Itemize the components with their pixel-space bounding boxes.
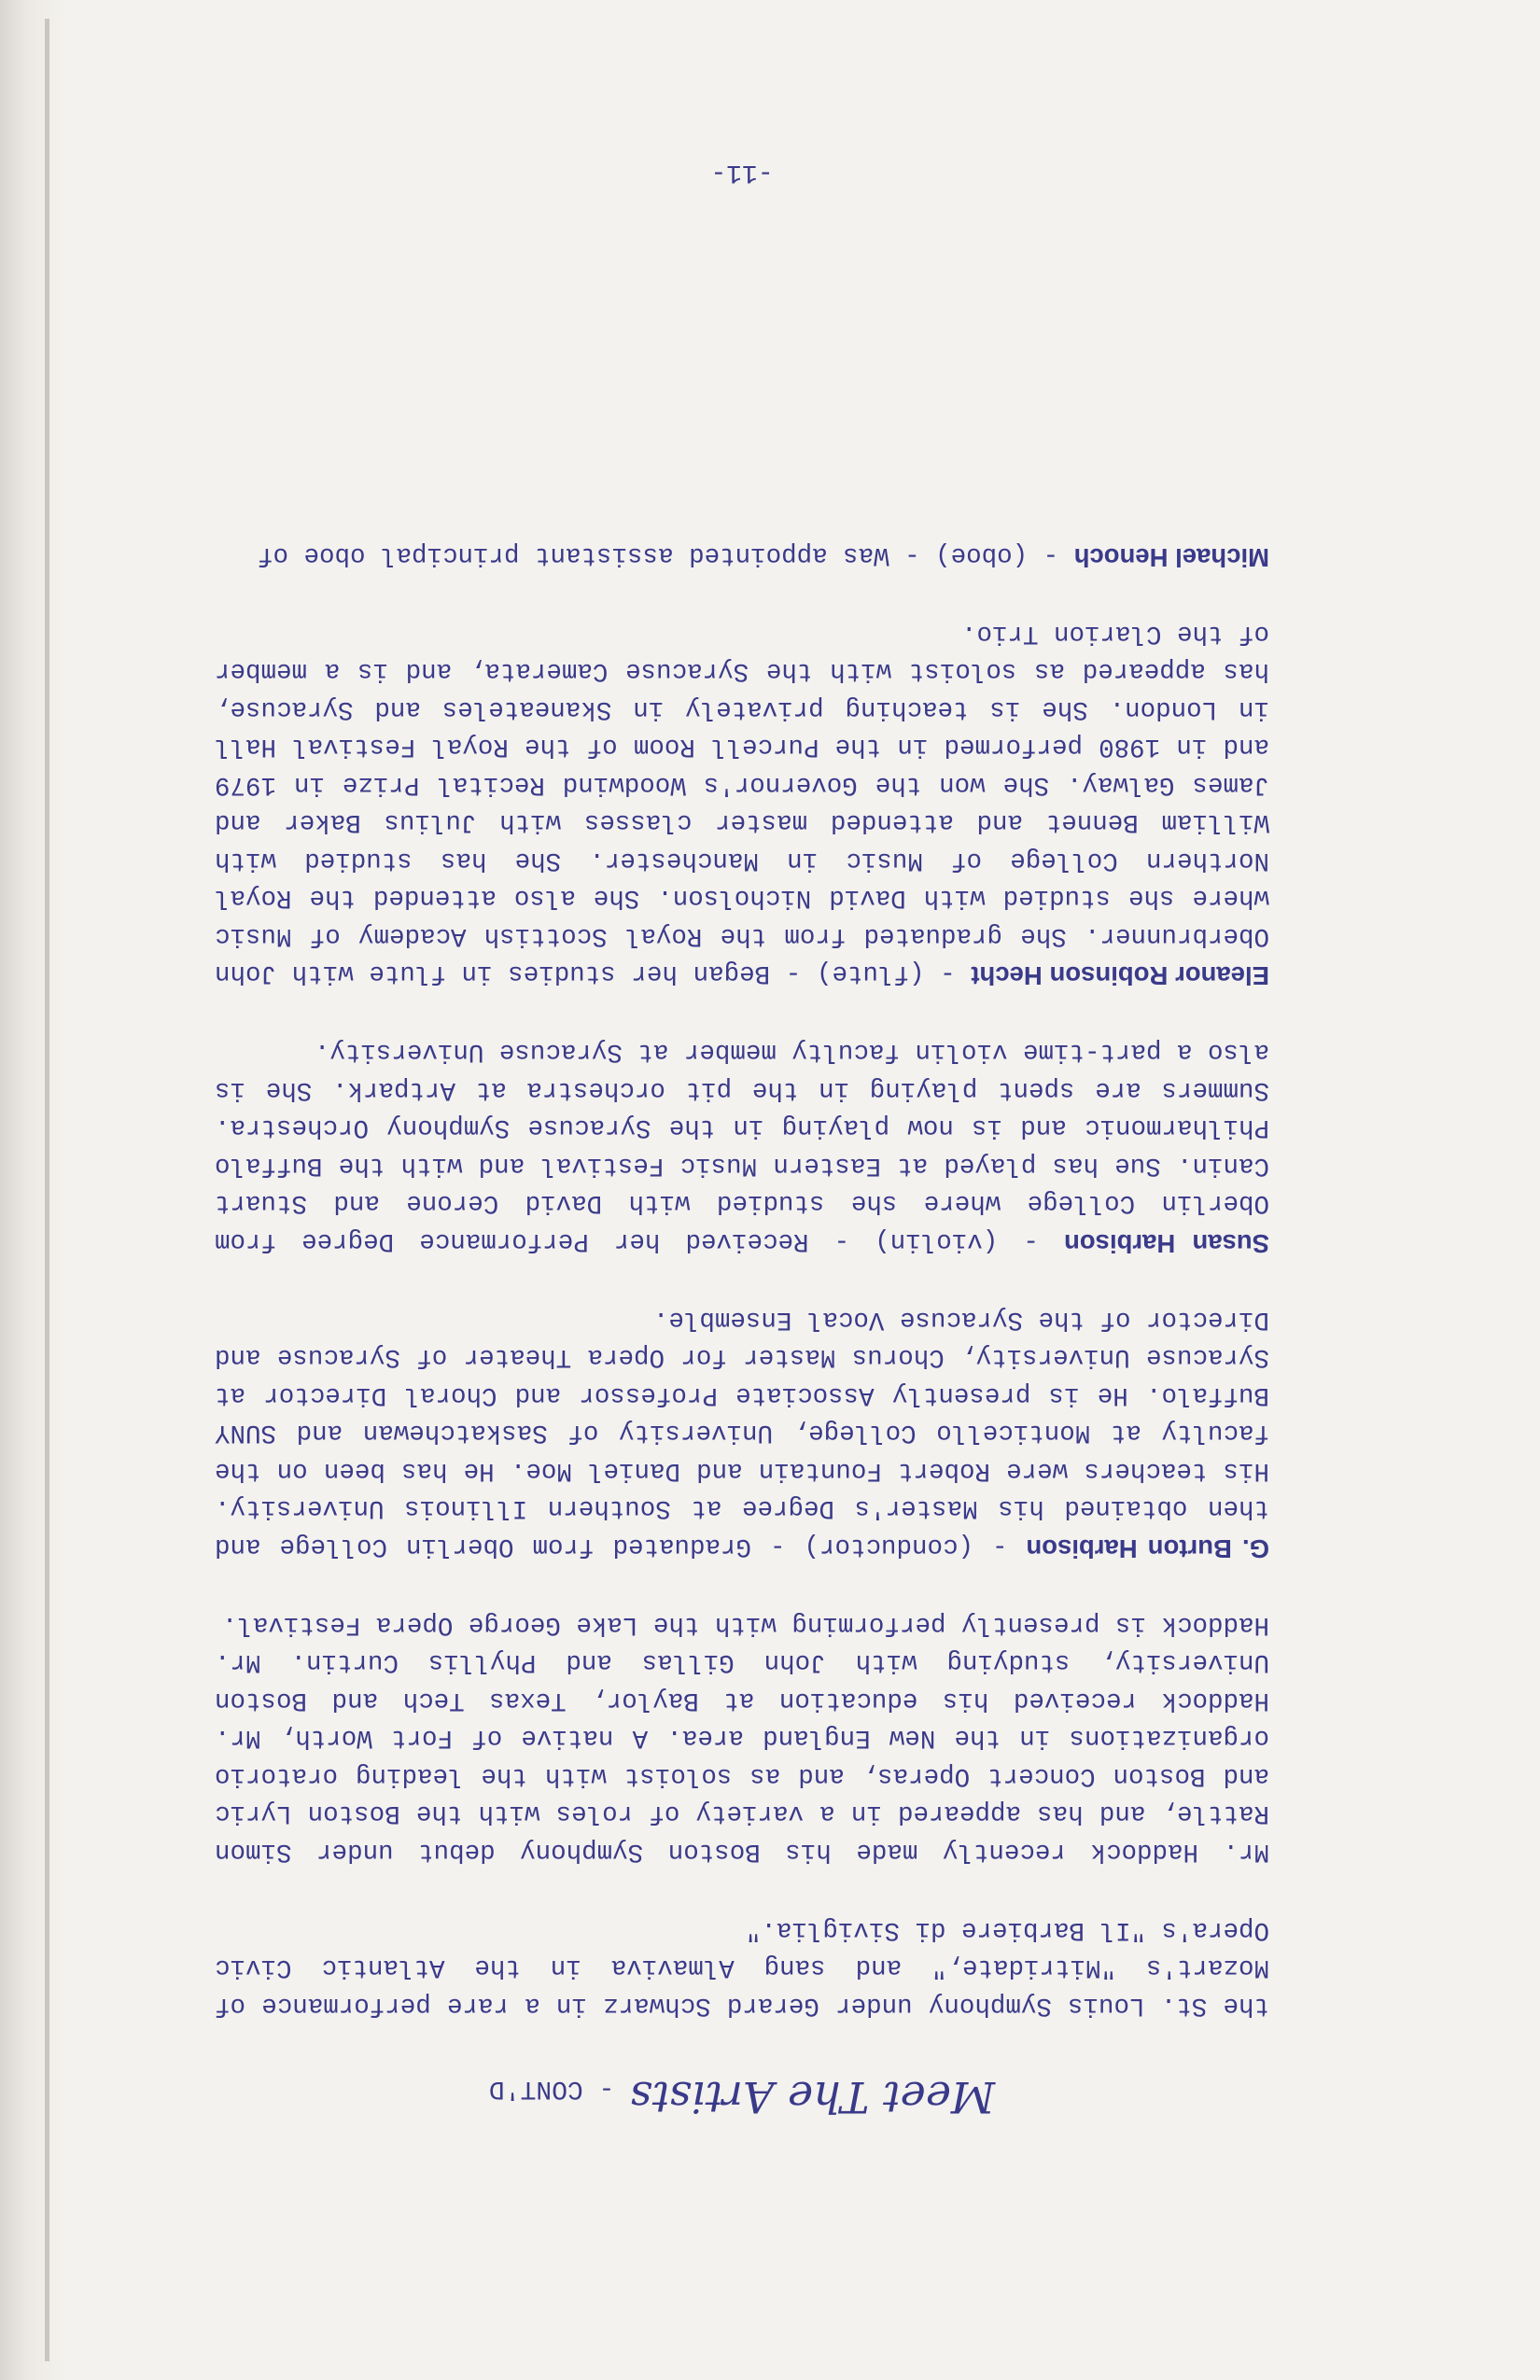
heading-title: Meet The Artists	[630, 2072, 996, 2122]
page-number: -11-	[710, 158, 774, 187]
paragraph-burton-harbison	[215, 1300, 1269, 1568]
paragraph-text: - (violin) - Received her Performance Degree from Oberlin College where she studied with David Cerone and Stuart Canin. Sue has played at Eastern Music Festival and with the Buffalo Philharmonic and is now playing in the Syracuse Symphony Orchestra. Summers are spent playing in the pit orchestra at Artpark. She is also a part-time violin faculty member at Syracuse University.	[215, 1037, 1269, 1255]
document-body	[215, 497, 1269, 2123]
paragraph-text: - (flute) - Began her studies in flute with John Oberbrunner. She graduated from the Royal Scottish Academy of Music where she studied with David Nicholson. She also attended the Royal Northern College of Music in Manchester. She has studied with William Bennet and attended master classes with Julius Baker and James Galway. She won the Governor's Woodwind Recital Prize in 1979 and in 1980 performed in the Purcell Room of the Royal Festival Hall in London. She is teaching privately in Skaneateles and Syracuse, has appeared as soloist with the Syracuse Camerata, and is a member of the Clarion Trio.	[215, 619, 1269, 988]
paragraph-susan-harbison	[215, 1032, 1269, 1262]
artist-name: G. Burton Harbison	[1026, 1534, 1269, 1563]
paragraph-haddock	[215, 1605, 1269, 1873]
heading-suffix: - CONT'D	[488, 2074, 631, 2103]
artist-name: Eleanor Robinson Hecht	[971, 961, 1269, 991]
paragraph-text: - (conductor) - Graduated from Oberlin College and then obtained his Master's Degree at Southern Illinois University. His teachers were Robert Fountain and Daniel Moe. He has been on the faculty at Monticello College, University of Saskatchewan and SUNY Buffalo. He is presently Associate Professor and Choral Director at Syracuse University, Chorus Master for Opera Theater of Syracuse and Director of the Syracuse Vocal Ensemble.	[215, 1305, 1269, 1561]
paragraph-michael-henoch	[215, 536, 1269, 577]
page-heading	[215, 2062, 1269, 2123]
paragraph-text: the St. Louis Symphony under Gerard Schwarz in a rare performance of Mozart's "Mitridate," and sang Almaviva in the Atlantic Civic Opera's "Il Barbiere di Siviglia."	[215, 1915, 1269, 2020]
paragraph-text: - (oboe) - Was appointed assistant principal oboe of	[257, 540, 1074, 569]
paragraph-text: Mr. Haddock recently made his Boston Symphony debut under Simon Rattle, and has appeared in a variety of roles with the Boston Lyric and Boston Concert Operas, and as soloist with the leading oratorio organizations in the New England area. A native of Fort Worth, Mr. Haddock received his education at Baylor, Texas Tech and Boston University, studying with John Gillas and Phyllis Curtin. Mr. Haddock is presently performing with the Lake George Opera Festival.	[215, 1610, 1269, 1866]
paragraph-eleanor-hecht	[215, 614, 1269, 995]
paragraph-continuation	[215, 1911, 1269, 2027]
artist-name: Susan Harbison	[1064, 1229, 1269, 1258]
artist-name: Michael Henoch	[1073, 543, 1269, 572]
